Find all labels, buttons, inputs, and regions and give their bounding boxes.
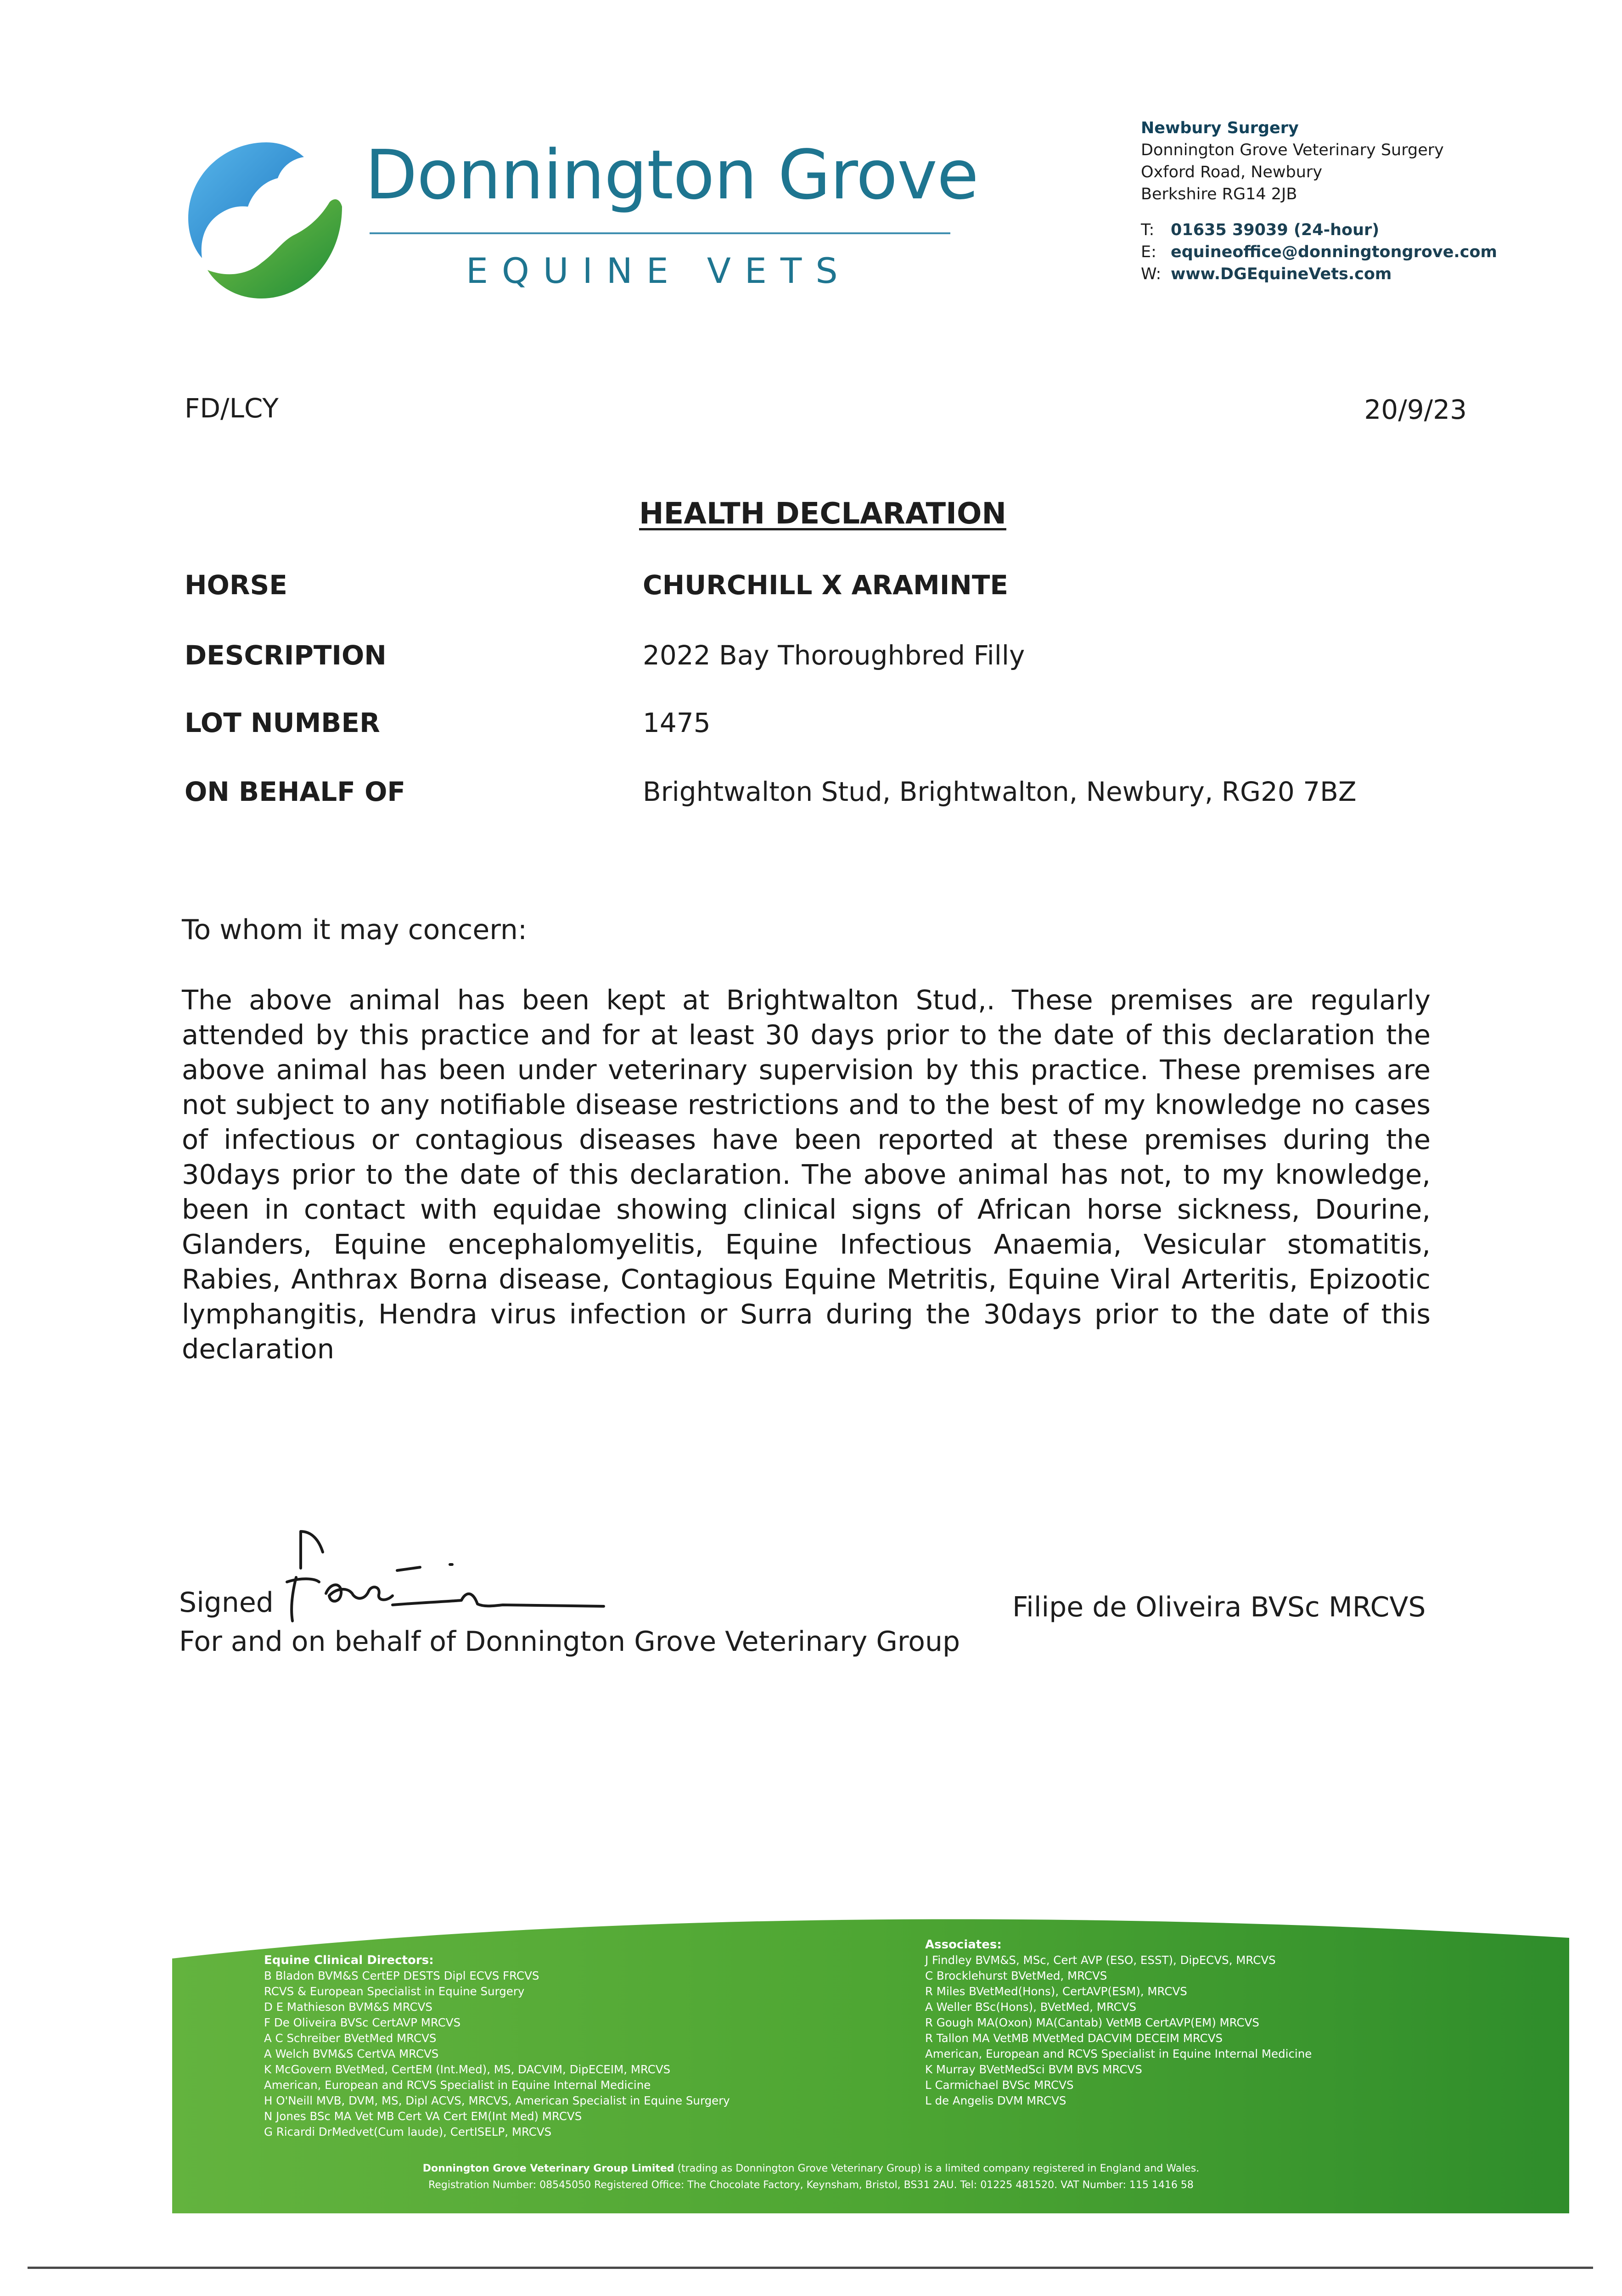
lot-number-label: LOT NUMBER (185, 707, 380, 738)
associate-line: R Miles BVetMed(Hons), CertAVP(ESM), MRCVS (925, 1985, 1187, 1998)
legal-line-1 (0, 2161, 1622, 2177)
director-line: K McGovern BVetMed, CertEM (Int.Med), MS, DACVIM, DipECEIM, MRCVS (264, 2063, 671, 2076)
directors-column (264, 1953, 730, 2140)
website-url: www.DGEquineVets.com (1171, 265, 1392, 283)
associate-line: A Weller BSc(Hons), BVetMed, MRCVS (925, 2000, 1137, 2014)
phone-row (1141, 219, 1497, 241)
legal-company-name: Donnington Grove Veterinary Group Limited (422, 2163, 674, 2174)
associate-line: R Gough MA(Oxon) MA(Cantab) VetMB CertAVP(EM) MRCVS (925, 2016, 1259, 2029)
director-line: A C Schreiber BVetMed MRCVS (264, 2032, 437, 2045)
on-behalf-of-line: For and on behalf of Donnington Grove Veterinary Group (179, 1626, 960, 1658)
signatory-name: Filipe de Oliveira BVSc MRCVS (1012, 1591, 1426, 1623)
document-title: HEALTH DECLARATION (639, 497, 1006, 531)
brand-divider (370, 232, 950, 234)
director-line: F De Oliveira BVSc CertAVP MRCVS (264, 2016, 461, 2029)
reference-code: FD/LCY (185, 393, 279, 424)
director-line: RCVS & European Specialist in Equine Surgery (264, 1985, 525, 1998)
horse-label: HORSE (185, 569, 287, 601)
phone-key: T: (1141, 221, 1155, 239)
legal-line-1-rest: (trading as Donnington Grove Veterinary Group) is a limited company registered in England and Wales. (674, 2163, 1200, 2174)
contact-block (1141, 117, 1497, 285)
director-line: American, European and RCVS Specialist in Equine Internal Medicine (264, 2078, 651, 2092)
associate-line: American, European and RCVS Specialist in Equine Internal Medicine (925, 2047, 1312, 2060)
associates-column (925, 1937, 1312, 2109)
directors-heading: Equine Clinical Directors: (264, 1953, 434, 1967)
on-behalf-label: ON BEHALF OF (185, 776, 405, 807)
description-value: 2022 Bay Thoroughbred Filly (643, 640, 1025, 671)
on-behalf-value: Brightwalton Stud, Brightwalton, Newbury, RG20 7BZ (643, 776, 1357, 807)
description-label: DESCRIPTION (185, 640, 387, 671)
associate-line: R Tallon MA VetMB MVetMed DACVIM DECEIM MRCVS (925, 2032, 1223, 2045)
phone-number: 01635 39039 (24-hour) (1171, 221, 1380, 239)
street-address: Oxford Road, Newbury (1141, 163, 1323, 181)
email-address: equineoffice@donningtongrove.com (1171, 243, 1497, 261)
office-name: Newbury Surgery (1141, 119, 1299, 137)
associate-line: J Findley BVM&S, MSc, Cert AVP (ESO, ESST), DipECVS, MRCVS (925, 1953, 1276, 1967)
footer-band (0, 1883, 1622, 2273)
director-line: N Jones BSc MA Vet MB Cert VA Cert EM(Int Med) MRCVS (264, 2110, 582, 2123)
director-line: A Welch BVM&S CertVA MRCVS (264, 2047, 439, 2060)
associate-line: C Brocklehurst BVetMed, MRCVS (925, 1969, 1107, 1982)
associates-heading: Associates: (925, 1938, 1002, 1952)
associate-line: L Carmichael BVSc MRCVS (925, 2078, 1074, 2092)
associate-line: K Murray BVetMedSci BVM BVS MRCVS (925, 2063, 1142, 2076)
signed-label: Signed (179, 1587, 274, 1619)
web-key: W: (1141, 265, 1162, 283)
director-line: G Ricardi DrMedvet(Cum laude), CertISELP, MRCVS (264, 2125, 552, 2138)
brand-name: Donnington Grove (365, 135, 978, 214)
associate-line: L de Angelis DVM MRCVS (925, 2094, 1066, 2107)
director-line: D E Mathieson BVM&S MRCVS (264, 2000, 432, 2014)
letter-date: 20/9/23 (1364, 394, 1467, 425)
lot-number-value: 1475 (643, 707, 711, 738)
brand-subtitle: EQUINE VETS (466, 250, 852, 291)
web-row (1141, 263, 1497, 285)
legal-notice (0, 2161, 1622, 2194)
page-bottom-rule (28, 2267, 1593, 2269)
declaration-body: The above animal has been kept at Brightwalton Stud,. These premises are regularly attended by this practice and for at least 30 days prior to the date of this declaration the above animal has been under veterinary supervision by this practice. These premises are not subject to any notifiable disease restrictions and to the best of my knowledge no cases of infectious or contagious diseases have been reported at these premises during the 30days prior to the date of this declaration. The above animal has not, to my knowledge, been in contact with equidae showing clinical signs of African horse sickness, Dourine, Glanders, Equine encephalomyelitis, Equine Infectious Anaemia, Vesicular stomatitis, Rabies, Anthrax Borna disease, Contagious Equine Metritis, Equine Viral Arteritis, Epizootic lymphangitis, Hendra virus infection or Surra during the 30days prior to the date of this declaration (182, 984, 1431, 1365)
handwritten-signature-icon (269, 1513, 608, 1632)
horse-value: CHURCHILL X ARAMINTE (643, 569, 1009, 601)
donnington-grove-logo-icon (184, 138, 349, 303)
county-postcode: Berkshire RG14 2JB (1141, 185, 1297, 203)
legal-line-2: Registration Number: 08545050 Registered Office: The Chocolate Factory, Keynsham, Bristol, BS31 2AU. Tel: 01225 481520. VAT Number: 115 1416 58 (428, 2179, 1194, 2191)
email-row (1141, 241, 1497, 263)
org-name: Donnington Grove Veterinary Surgery (1141, 141, 1444, 159)
salutation: To whom it may concern: (182, 914, 528, 946)
director-line: B Bladon BVM&S CertEP DESTS Dipl ECVS FRCVS (264, 1969, 539, 1982)
email-key: E: (1141, 243, 1156, 261)
director-line: H O'Neill MVB, DVM, MS, Dipl ACVS, MRCVS, American Specialist in Equine Surgery (264, 2094, 730, 2107)
